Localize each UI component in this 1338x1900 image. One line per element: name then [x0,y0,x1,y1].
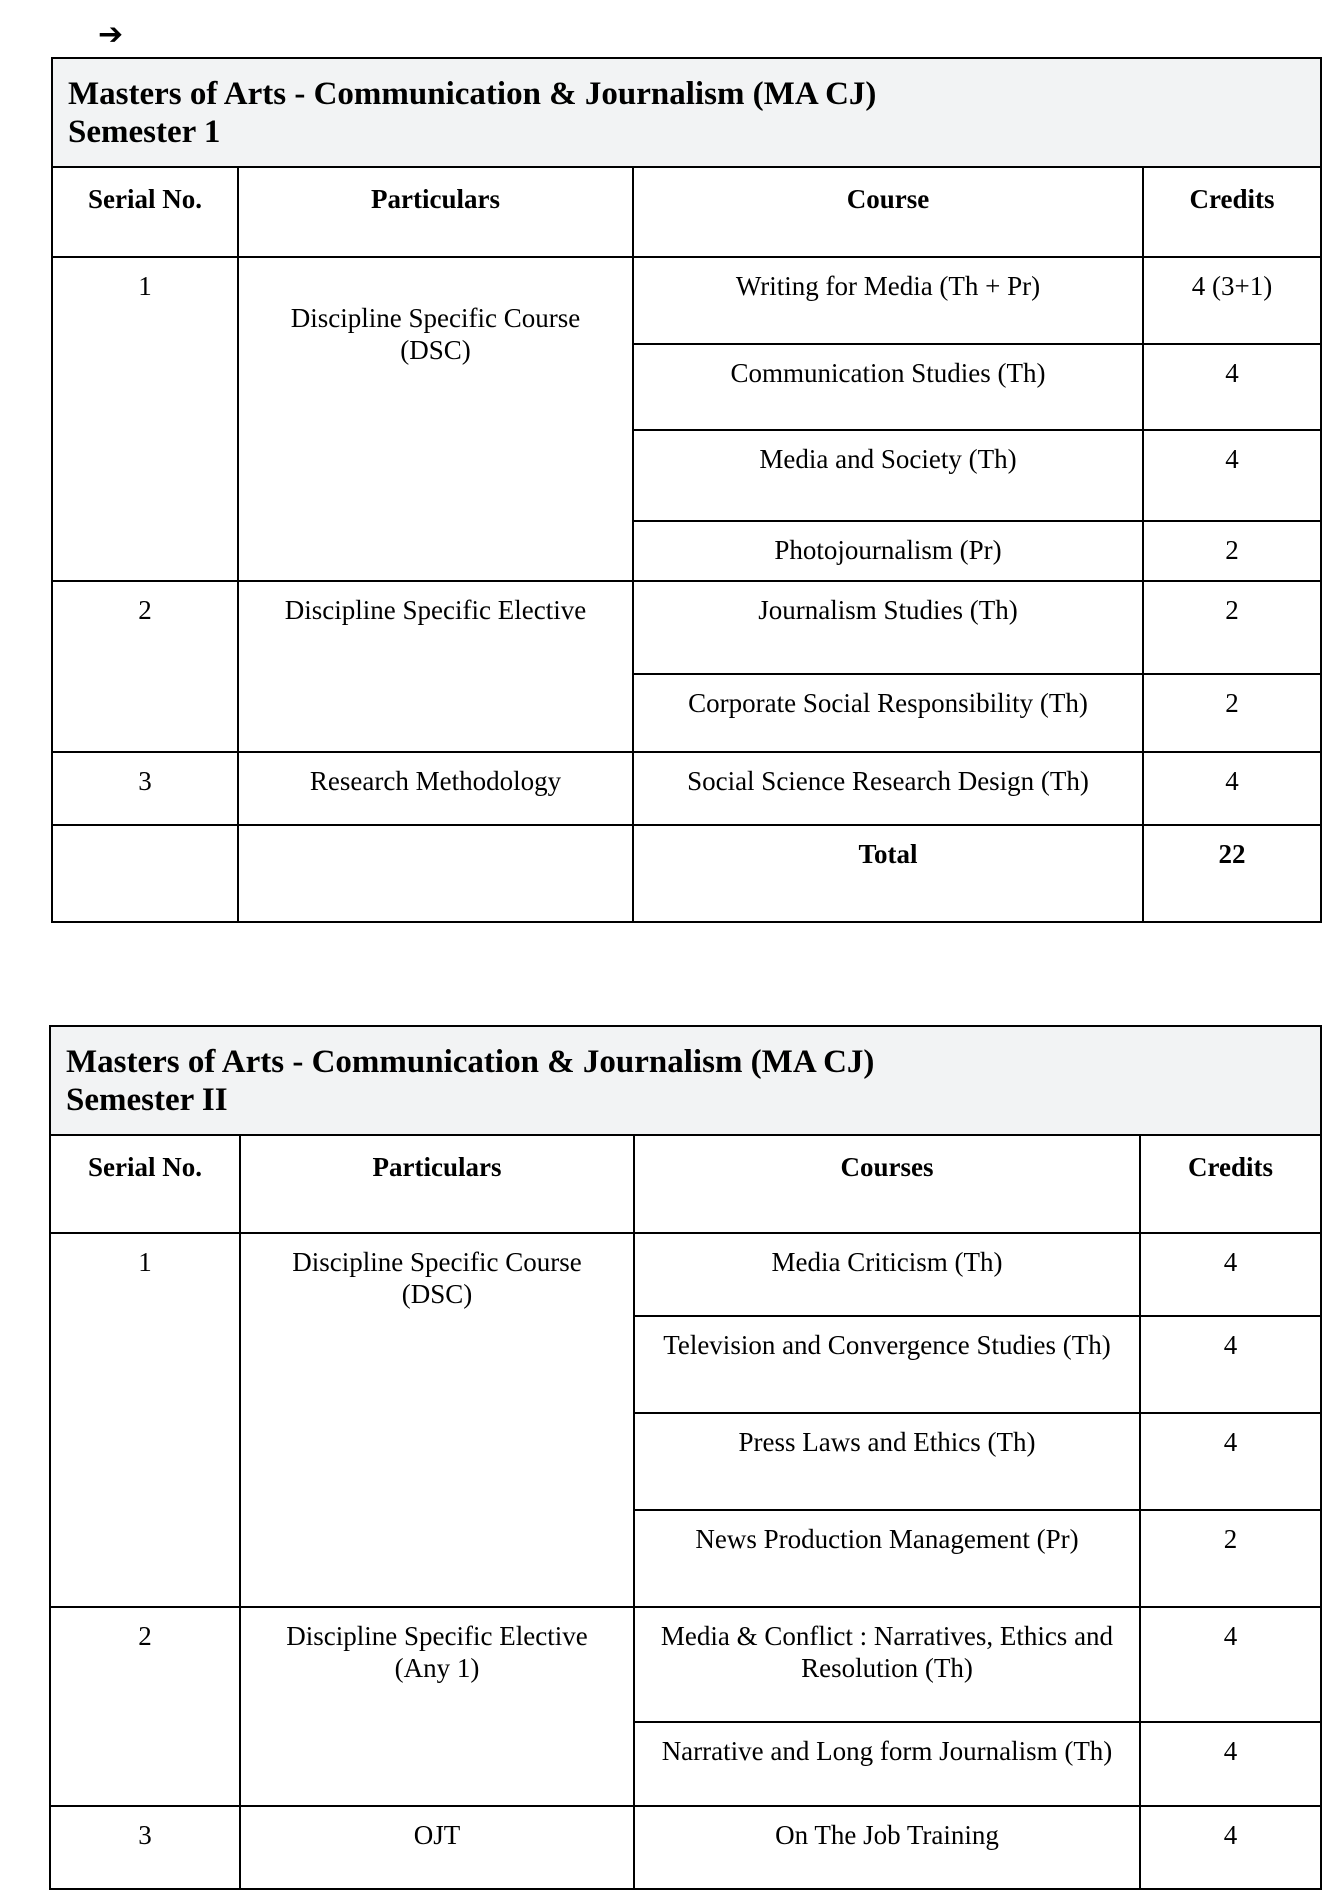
serial-cell: 3 [50,1806,240,1889]
course-cell: Press Laws and Ethics (Th) [634,1413,1140,1510]
total-label: Total [633,825,1143,922]
serial-cell: 1 [50,1233,240,1607]
program-title: Masters of Arts - Communication & Journalism (MA CJ) [68,76,877,112]
semester-title: Semester 1 [68,114,221,150]
total-value: 22 [1143,825,1321,922]
serial-cell: 1 [52,257,238,581]
program-title: Masters of Arts - Communication & Journalism (MA CJ) [66,1044,875,1080]
course-cell: Corporate Social Responsibility (Th) [633,674,1143,752]
course-cell: Journalism Studies (Th) [633,581,1143,674]
column-header-serial: Serial No. [50,1135,240,1233]
course-cell: On The Job Training [634,1806,1140,1889]
credits-cell: 4 [1140,1413,1321,1510]
credits-cell: 2 [1140,1510,1321,1607]
particulars-cell: OJT [240,1806,634,1889]
column-header-courses: Courses [634,1135,1140,1233]
particulars-cell: Research Methodology [238,752,633,825]
particulars-cell: Discipline Specific Elective [238,581,633,752]
credits-cell: 4 [1140,1607,1321,1722]
course-cell: Social Science Research Design (Th) [633,752,1143,825]
course-cell: Photojournalism (Pr) [633,521,1143,581]
table-title [50,1026,1321,1135]
credits-cell: 2 [1143,521,1321,581]
particulars-cell: Discipline Specific Elective (Any 1) [240,1607,634,1806]
course-cell: News Production Management (Pr) [634,1510,1140,1607]
empty-cell [238,825,633,922]
particulars-cell: Discipline Specific Course (DSC) [240,1233,634,1607]
course-cell: Media & Conflict : Narratives, Ethics and Resolution (Th) [634,1607,1140,1722]
credits-cell: 4 (3+1) [1143,257,1321,344]
table-title [52,58,1321,167]
course-cell: Narrative and Long form Journalism (Th) [634,1722,1140,1806]
credits-cell: 4 [1140,1806,1321,1889]
semester-2-table [49,1025,1322,1890]
credits-cell: 4 [1140,1316,1321,1413]
semester-1-table [51,57,1322,923]
particulars-cell: Discipline Specific Course (DSC) [238,257,633,581]
serial-cell: 2 [52,581,238,752]
serial-cell: 2 [50,1607,240,1806]
arrow-icon: ➔ [98,17,124,52]
course-cell: Television and Convergence Studies (Th) [634,1316,1140,1413]
credits-cell: 2 [1143,674,1321,752]
credits-cell: 4 [1140,1233,1321,1316]
column-header-course: Course [633,167,1143,257]
column-header-credits: Credits [1143,167,1321,257]
semester-title: Semester II [66,1082,228,1118]
column-header-serial: Serial No. [52,167,238,257]
course-cell: Communication Studies (Th) [633,344,1143,430]
column-header-particulars: Particulars [238,167,633,257]
credits-cell: 4 [1143,430,1321,521]
course-cell: Media Criticism (Th) [634,1233,1140,1316]
empty-cell [52,825,238,922]
credits-cell: 4 [1143,752,1321,825]
column-header-particulars: Particulars [240,1135,634,1233]
credits-cell: 2 [1143,581,1321,674]
credits-cell: 4 [1143,344,1321,430]
course-cell: Writing for Media (Th + Pr) [633,257,1143,344]
credits-cell: 4 [1140,1722,1321,1806]
column-header-credits: Credits [1140,1135,1321,1233]
serial-cell: 3 [52,752,238,825]
course-cell: Media and Society (Th) [633,430,1143,521]
